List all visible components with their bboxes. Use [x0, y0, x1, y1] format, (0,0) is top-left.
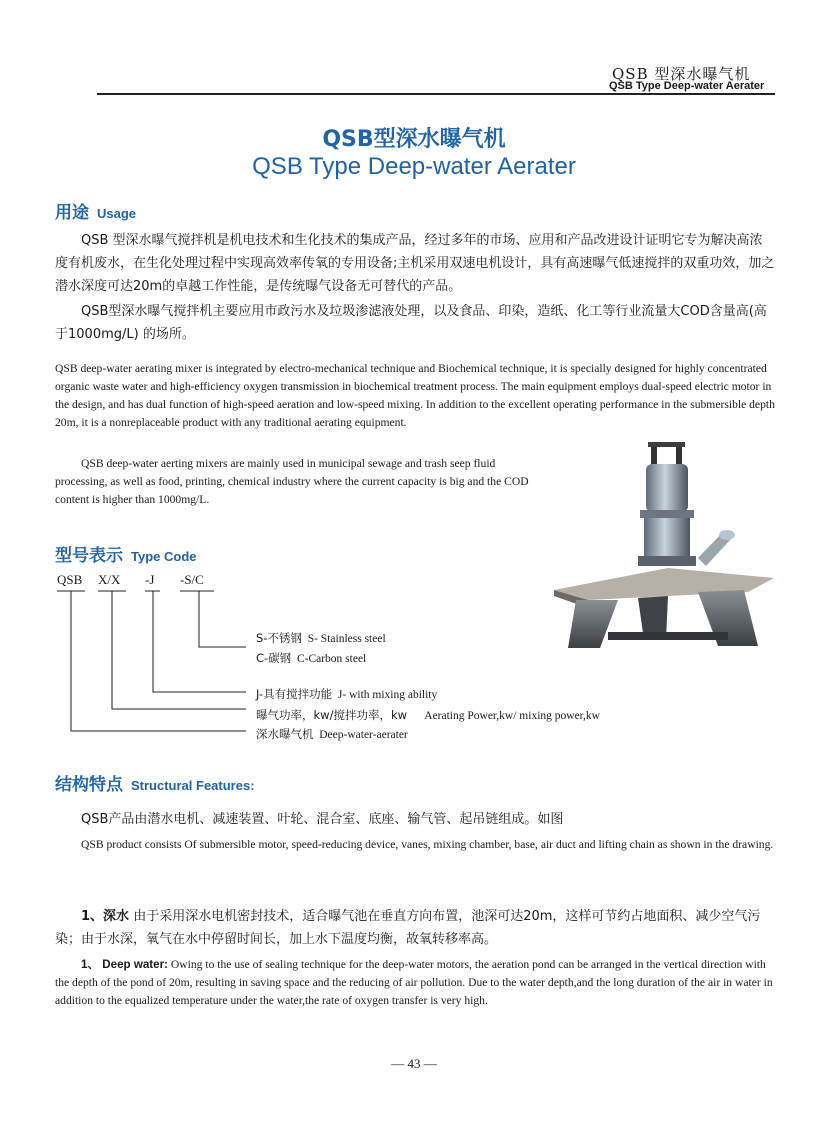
code-part-mixing: -J — [145, 572, 155, 587]
structure-cn-p: QSB产品由潜水电机、减速装置、叶轮、混合室、底座、输气管、起吊链组成。如图 — [81, 812, 564, 827]
legend-carbon — [256, 650, 366, 666]
deep-water-cn — [55, 905, 775, 951]
type-code-heading-cn: 型号表示 — [55, 546, 123, 566]
usage-heading-en: Usage — [97, 206, 137, 221]
type-code-heading-en: Type Code — [131, 549, 197, 564]
code-part-material: -S/C — [180, 572, 204, 587]
structure-heading — [55, 770, 255, 795]
deep-water-cn-label: 1、深水 — [81, 909, 130, 924]
legend-power-cn: 曝气功率，kw/搅拌功率，kw — [256, 708, 408, 722]
legend-mixing-cn: J-具有搅拌功能 — [256, 687, 333, 701]
usage-heading-cn: 用途 — [55, 203, 89, 223]
usage-cn-p1: QSB 型深水曝气搅拌机是机电技术和生化技术的集成产品，经过多年的市场、应用和产品改进设计证明它专为解决高浓度有机废水，在生化处理过程中实现高效率传氧的专用设备;主机采用双速电机设计，具有高速曝气低速搅拌的双重功效，加之潜水深度可达20m的卓越工作性能，是传统曝气设备无可替代的产品。 — [55, 233, 775, 294]
legend-deepwater-en: Deep-water-aerater — [319, 729, 408, 741]
legend-carbon-cn: C-碳钢 — [256, 651, 292, 665]
legend-carbon-en: C-Carbon steel — [296, 653, 367, 665]
structure-heading-en: Structural Features: — [131, 778, 255, 793]
deep-water-en — [55, 956, 775, 1010]
deep-water-en-text: Owing to the use of sealing technique for the deep-water motors, the aeration pond can be arranged in the vertical direction with the depth of the pond of 20m, resulting in saving space and the reducing of air pollution. Due to the water depth,and the long duration of the air in water in addition to the equalized temperature under the water,the rate of oxygen transfer is very high. — [55, 958, 773, 1007]
usage-en-p2: QSB deep-water aerting mixers are mainly used in municipal sewage and trash seep fluid processing, as well as food, printing, chemical industry where the current capacity is big and the COD content is higher than 1000mg/L. — [55, 457, 529, 506]
usage-cn-p2: QSB型深水曝气搅拌机主要应用市政污水及垃圾渗滤液处理，以及食品、印染，造纸、化工等行业流量大COD含量高(高于1000mg/L) 的场所。 — [55, 304, 767, 342]
structure-en-p: QSB product consists Of submersible motor, speed-reducing device, vanes, mixing chamber, base, air duct and lifting chain as shown in the drawing. — [81, 838, 774, 851]
legend-deepwater — [256, 726, 408, 742]
legend-power-en: Aerating Power,kw/ mixing power,kw — [424, 710, 600, 722]
legend-mixing — [256, 686, 437, 702]
legend-stainless-cn: S-不锈钢 — [256, 631, 302, 645]
header-title-en: QSB Type Deep-water Aerater — [609, 80, 765, 92]
legend-stainless-en: S- Stainless steel — [307, 633, 386, 645]
deep-water-cn-text: 由于采用深水电机密封技术，适合曝气池在垂直方向布置，池深可达20m，这样可节约占地面积、减少空气污染；由于水深，氧气在水中停留时间长，加上水下温度均衡，故氧转移率高。 — [55, 909, 761, 947]
legend-power — [256, 707, 600, 723]
page-title-cn: QSB型深水曝气机 — [322, 127, 506, 152]
code-part-power: X/X — [98, 572, 121, 587]
code-part-qsb: QSB — [57, 572, 83, 587]
usage-en-p1: QSB deep-water aerating mixer is integrated by electro-mechanical technique and Biochemical technique, it is specially designed for highly concentrated organic waste water and high-efficiency oxygen transmission in biochemical treatment process. The main equipment employs dual-speed electric motor in the design, and has dual function of high-speed aeration and low-speed mixing. In addition to the excellent operating performance in the submersible depth 20m, it is a nonreplaceable product with any traditional aerating equipment. — [55, 362, 775, 429]
legend-stainless — [256, 630, 386, 646]
header-title-cn: QSB 型深水曝气机 — [612, 65, 751, 83]
legend-mixing-en: J- with mixing ability — [337, 689, 438, 701]
page-title-en: QSB Type Deep-water Aerater — [252, 153, 576, 180]
legend-deepwater-cn: 深水曝气机 — [256, 727, 314, 741]
structure-heading-cn: 结构特点 — [55, 775, 123, 795]
page-number: — 43 — — [391, 1056, 437, 1071]
deep-water-en-label: 1、 Deep water: — [81, 958, 168, 971]
